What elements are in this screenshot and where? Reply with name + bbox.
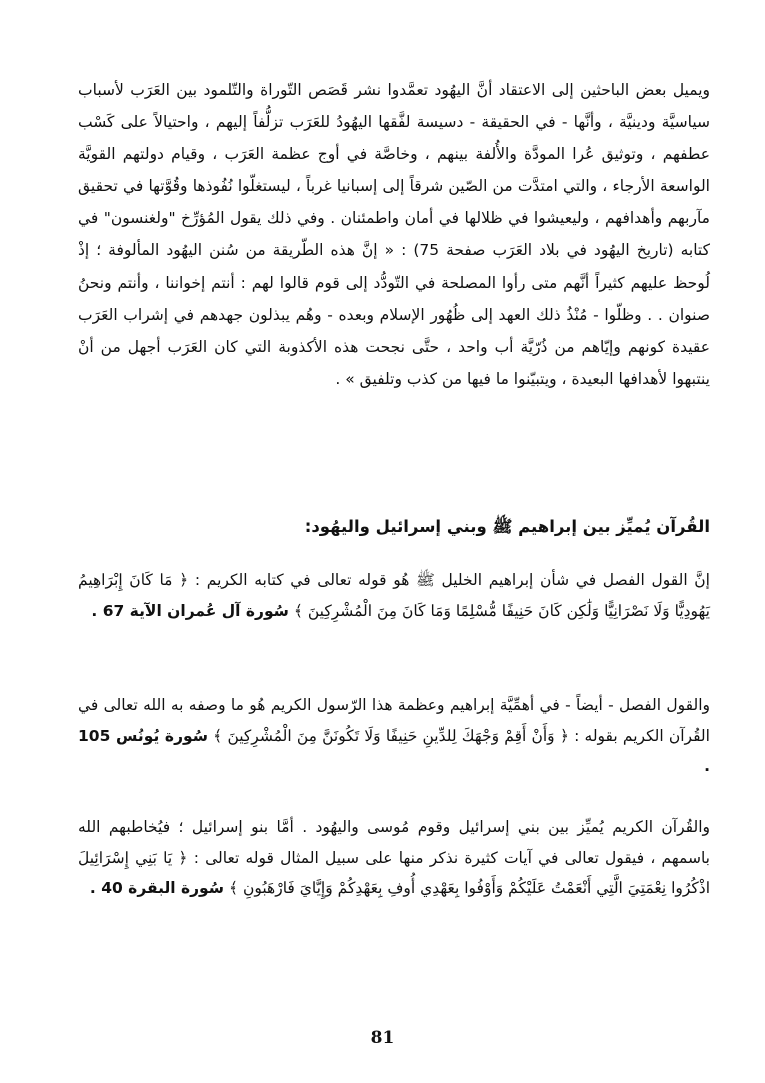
paragraph-2 bbox=[78, 565, 710, 626]
quran-verse-1: ﴿ مَا كَانَ إِبْرَاهِيمُ يَهُودِيًّا وَلَا نَصْرَانِيًّا وَلَٰكِن كَانَ حَنِيفًا مُّسْلِمًا وَمَا كَانَ مِنَ الْمُشْرِكِينَ ﴾ bbox=[78, 571, 710, 620]
paragraph-3-text: والقول الفصل - أيضاً - في أهمِّيَّة إبراهيم وعظمة هذا الرّسول الكريم هُو ما وصفه به الله تعالى في القُرآن الكريم بقوله : bbox=[78, 696, 710, 745]
paragraph-2-text: إنَّ القول الفصل في شأن إبراهيم الخليل ﷺ هُو قوله تعالى في كتابه الكريم : bbox=[194, 571, 710, 589]
quran-verse-2: ﴿ وَأَنْ أَقِمْ وَجْهَكَ لِلدِّينِ حَنِيفًا وَلَا تَكُونَنَّ مِنَ الْمُشْرِكِينَ ﴾ bbox=[213, 726, 569, 745]
verse-reference-3: سُورة البقرة 40 . bbox=[89, 879, 225, 897]
paragraph-4 bbox=[78, 812, 710, 904]
paragraph-3 bbox=[78, 690, 710, 782]
page-number: 81 bbox=[370, 1028, 395, 1048]
paragraph-4-text: والقُرآن الكريم يُميِّز بين بني إسرائيل وقوم مُوسى واليهُود . أمَّا بنو إسرائيل ؛ فيُخاطبهم الله باسمهم ، فيقول تعالى في آيات كثيرة نذكر منها على سبيل المثال قوله تعالى : bbox=[78, 818, 710, 867]
verse-reference-1: سُورة آل عُمران الآية 67 . bbox=[91, 601, 289, 620]
section-heading: القُرآن يُميِّز بين إبراهيم ﷺ وبني إسرائيل واليهُود: bbox=[304, 517, 710, 536]
quran-verse-3: ﴿ يَا بَنِي إِسْرَائِيلَ اذْكُرُوا نِعْمَتِيَ الَّتِي أَنْعَمْتُ عَلَيْكُمْ وَأَوْفُوا بِعَهْدِي أُوفِ بِعَهْدِكُمْ وَإِيَّايَ فَارْهَبُونِ ﴾ bbox=[78, 848, 710, 897]
verse-reference-2: سُورة يُونُس 105 . bbox=[78, 726, 710, 775]
paragraph-1: ويميل بعض الباحثين إلى الاعتقاد أنَّ اليهُود تعمَّدوا نشر قَصَص التّوراة والتّلمود بين العَرَب لأسباب سياسيَّة ودينيَّة ، وأنَّها - في الحقيقة - دسيسة لفَّقها اليهُودُ للعَرَب تزلُّفاً إليهم ، واحتيالاً على كَسْب عطفهم ، وتوثيق عُرا المودَّة والأُلفة بينهم ، وخاصَّة في أوج عظمة العَرَب ، وقيام دولتهم القويَّة الواسعة الأرجاء ، والتي امتدَّت من الصّين شرقاً إلى إسبانيا غرباً ، ليستغلّوا نُفُوذها وقُوَّتها في تحقيق مآربهم وأهدافهم ، وليعيشوا في ظلالها في أمان واطمئنان . وفي ذلك يقول المُؤرِّخ "ولغنسون" في كتابه (تاريخ اليهُود في بلاد العَرَب صفحة 75) : « إنَّ هذه الطّريقة من سُنن اليهُود المألوفة ؛ إذْ لُوحظ عليهم كثيراً أنَّهم متى رأوا المصلحة في التّودُّد إلى قوم قالوا لهم : أنتم إخواننا ، وأنتم ونحنُ صنوان . . وظلّوا - مُنْذُ ذلك العهد إلى ظُهُور الإسلام وبعده - وهُم يبذلون جهدهم في إشراب العَرَب عقيدة كونهم وإيّاهم من ذُرّيَّة أب واحد ، حتَّى نجحت هذه الأكذوبة التي كان العَرَب أجهل من أنْ ينتبهوا لأهدافها البعيدة ، ويتبيّنوا ما فيها من كذب وتلفيق » . bbox=[78, 81, 710, 388]
